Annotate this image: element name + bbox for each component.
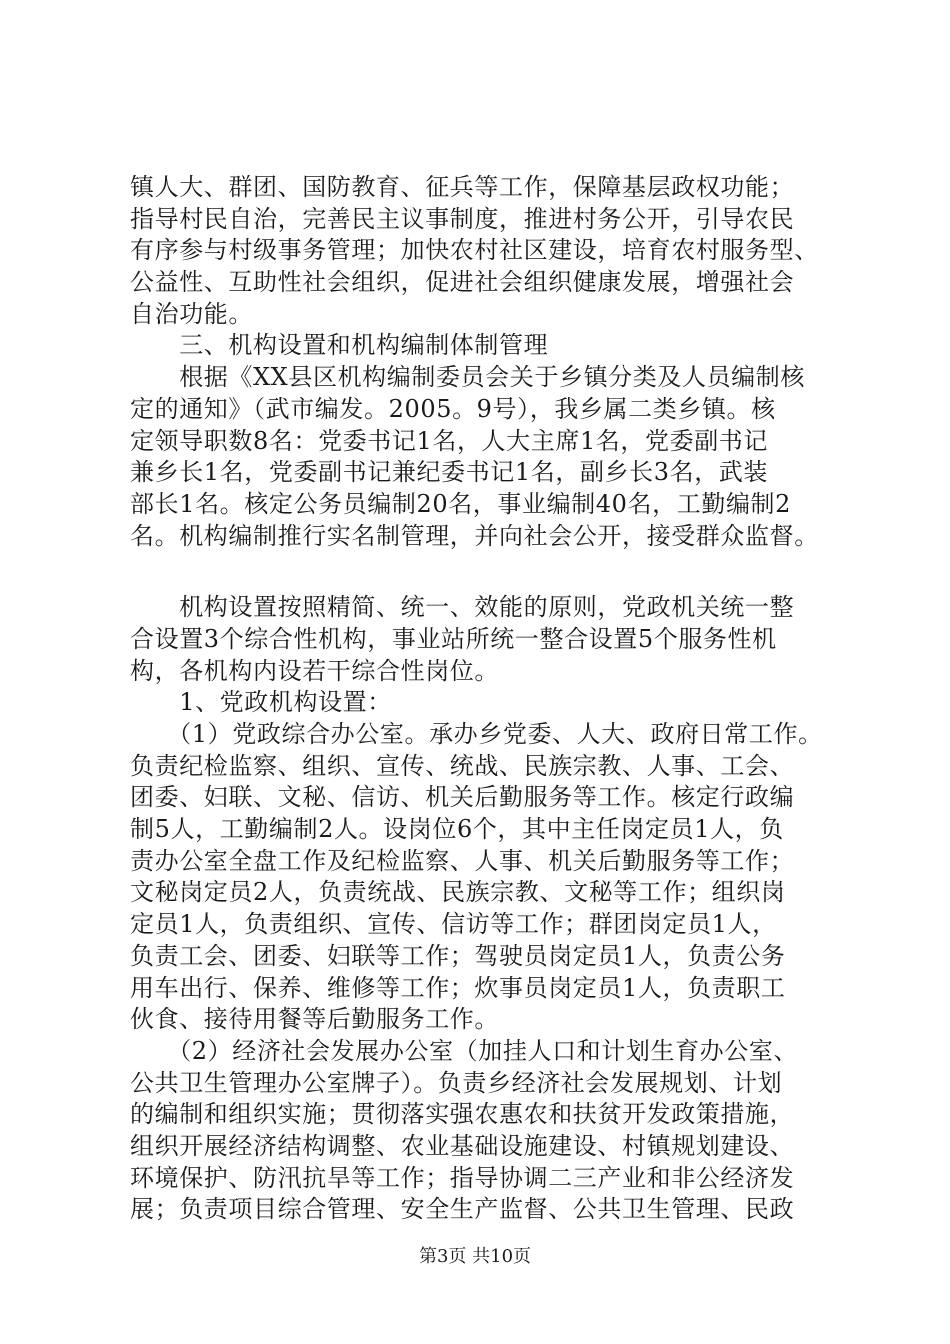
- text-line: 定的通知》（武市编发。2005。9号），我乡属二类乡镇。核: [130, 394, 776, 423]
- text-line: 组织开展经济结构调整、农业基础设施建设、村镇规划建设、: [130, 1131, 795, 1160]
- text-line: 部长1名。核定公务员编制20名，事业编制40名，工勤编制2: [130, 489, 792, 518]
- text-line: 责办公室全盘工作及纪检监察、人事、机关后勤服务等工作；: [130, 846, 795, 875]
- text-line: 构，各机构内设若干综合性岗位。: [130, 656, 499, 685]
- text-line: 定领导职数8名：党委书记1名，人大主席1名，党委副书记: [130, 426, 769, 455]
- section-heading: 三、机构设置和机构编制体制管理: [130, 331, 549, 360]
- text-line: 环境保护、防汛抗旱等工作；指导协调二三产业和非公经济发: [130, 1163, 795, 1192]
- text-line: 名。机构编制推行实名制管理，并向社会公开，接受群众监督。: [130, 521, 819, 550]
- text-line: 公益性、互助性社会组织，促进社会组织健康发展，增强社会: [130, 268, 795, 297]
- text-line: 自治功能。: [130, 299, 253, 328]
- page-number-footer: 第3页 共10页: [418, 1246, 532, 1267]
- text-line: 根据《XX县区机构编制委员会关于乡镇分类及人员编制核: [130, 363, 805, 392]
- text-line: 有序参与村级事务管理；加快农村社区建设，培育农村服务型、: [130, 236, 819, 265]
- text-line: 的编制和组织实施；贯彻落实强农惠农和扶贫开发政策措施，: [130, 1100, 795, 1129]
- text-line: 兼乡长1名，党委副书记兼纪委书记1名，副乡长3名，武装: [130, 458, 769, 487]
- paragraph-group-1: [130, 172, 830, 552]
- text-line: 制5人，工勤编制2人。设岗位6个，其中主任岗定员1人，负: [130, 815, 784, 844]
- text-line: 负责纪检监察、组织、宣传、统战、民族宗教、人事、工会、: [130, 751, 795, 780]
- text-line: 文秘岗定员2人，负责统战、民族宗教、文秘等工作；组织岗: [130, 878, 786, 907]
- text-line: 展；负责项目综合管理、安全生产监督、公共卫生管理、民政: [130, 1195, 795, 1224]
- text-line: 团委、妇联、文秘、信访、机关后勤服务等工作。核定行政编: [130, 783, 795, 812]
- text-line: 负责工会、团委、妇联等工作；驾驶员岗定员1人，负责公务: [130, 941, 786, 970]
- paragraph-group-2: [130, 592, 830, 1226]
- paragraph-gap: [130, 552, 830, 592]
- text-line: 指导村民自治，完善民主议事制度，推进村务公开，引导农民: [130, 204, 795, 233]
- text-line: 定员1人，负责组织、宣传、信访等工作；群团岗定员1人，: [130, 910, 777, 939]
- text-line: 合设置3个综合性机构，事业站所统一整合设置5个服务性机: [130, 624, 777, 653]
- text-line: （1）党政综合办公室。承办乡党委、人大、政府日常工作。: [130, 720, 823, 748]
- text-line: 用车出行、保养、维修等工作；炊事员岗定员1人，负责职工: [130, 973, 786, 1002]
- subsection-heading: 1、党政机构设置：: [130, 688, 392, 717]
- text-line: （2）经济社会发展办公室（加挂人口和计划生育办公室、: [130, 1036, 799, 1065]
- text-line: 镇人大、群团、国防教育、征兵等工作，保障基层政权功能；: [130, 173, 795, 201]
- document-body: [130, 172, 830, 1226]
- text-line: 伙食、接待用餐等后勤服务工作。: [130, 1005, 499, 1034]
- text-line: 公共卫生管理办公室牌子）。负责乡经济社会发展规划、计划: [130, 1068, 783, 1097]
- text-line: 机构设置按照精简、统一、效能的原则，党政机关统一整: [130, 593, 795, 622]
